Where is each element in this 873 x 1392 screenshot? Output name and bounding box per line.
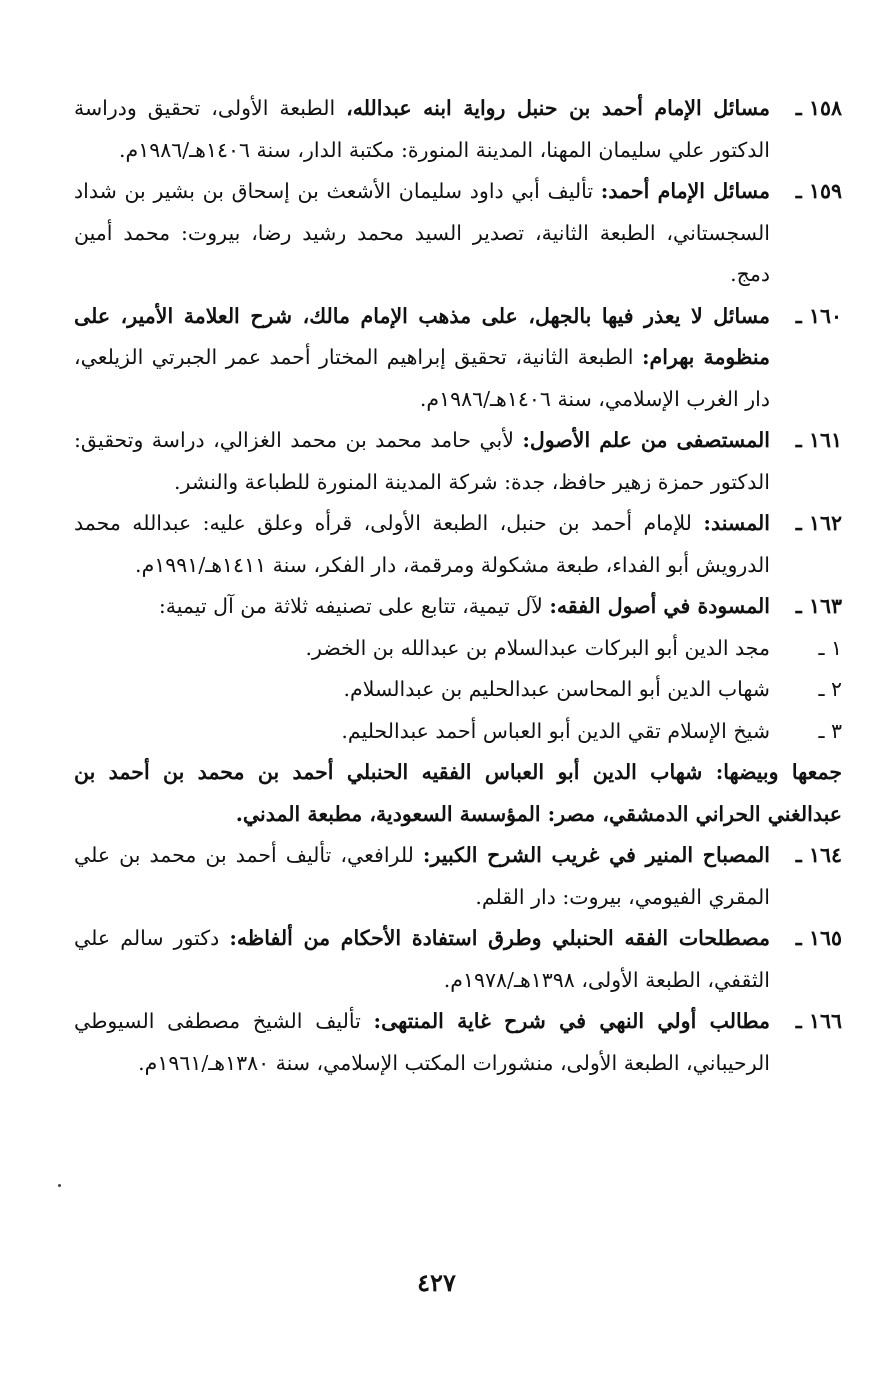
subitem-3 xyxy=(74,711,842,753)
bibliography-entry-161 xyxy=(74,420,842,503)
entry-number: ١٦٣ ـ xyxy=(795,594,842,618)
entry-number: ١٦٦ ـ xyxy=(795,1009,842,1033)
entry-number: ١٥٨ ـ xyxy=(795,96,842,120)
subitem-1 xyxy=(74,628,842,670)
entry-number: ١٦٢ ـ xyxy=(795,511,842,535)
bibliography-entry-158 xyxy=(74,88,842,171)
entry-details: الطبعة الأولى، تحقيق ودراسة الدكتور علي سليمان المهنا، المدينة المنورة: مكتبة الدار، سنة ١٤٠٦هـ/١٩٨٦م. xyxy=(74,96,770,162)
entry-title: المسودة في أصول الفقه: xyxy=(549,594,770,618)
entry-details: للإمام أحمد بن حنبل، الطبعة الأولى، قرأه وعلق عليه: عبدالله محمد الدرويش أبو الفداء، طبعة مشكولة ومرقمة، دار الفكر، سنة ١٤١١هـ/١٩٩١م. xyxy=(74,511,770,577)
subitem-text: شيخ الإسلام تقي الدين أبو العباس أحمد عبدالحليم. xyxy=(341,718,770,743)
entry-number: ١٦٥ ـ xyxy=(795,926,842,950)
bibliography-entry-160 xyxy=(74,296,842,421)
entry-title: المصباح المنير في غريب الشرح الكبير: xyxy=(422,843,770,867)
entry-details: للرافعي، تأليف أحمد بن محمد بن علي المقري الفيومي، بيروت: دار القلم. xyxy=(74,843,770,909)
entry-title: مسائل لا يعذر فيها بالجهل، على مذهب الإمام مالك، شرح العلامة الأمير، على منظومة بهرام: xyxy=(74,303,770,369)
subitem-text: شهاب الدين أبو المحاسن عبدالحليم بن عبدالسلام. xyxy=(343,677,770,701)
bibliography-entry-164 xyxy=(74,835,842,918)
subitem-number: ١ ـ xyxy=(818,635,842,660)
entry-title: المستصفى من علم الأصول: xyxy=(522,428,770,452)
bibliography-entry-166 xyxy=(74,1001,842,1084)
entry-number: ١٦٠ ـ xyxy=(795,303,842,328)
print-speck-mark xyxy=(58,1184,61,1187)
entry-details: الطبعة الثانية، تحقيق إبراهيم المختار أحمد عمر الجبرتي الزيلعي، دار الغرب الإسلامي، سنة ١٤٠٦هـ/١٩٨٦م. xyxy=(74,345,770,411)
entry-details: دكتور سالم علي الثقفي، الطبعة الأولى، ١٣٩٨هـ/١٩٧٨م. xyxy=(74,926,770,992)
bibliography-entry-163 xyxy=(74,586,842,628)
entry-number: ١٦١ ـ xyxy=(795,428,842,452)
entry-details: تأليف أبي داود سليمان الأشعث بن إسحاق بن بشير بن شداد السجستاني، الطبعة الثانية، تصدير السيد محمد رشيد رضا، بيروت: محمد أمين دمج. xyxy=(74,179,770,286)
subitem-number: ٢ ـ xyxy=(818,677,842,701)
entry-title: مصطلحات الفقه الحنبلي وطرق استفادة الأحكام من ألفاظه: xyxy=(229,926,770,950)
bibliography-entry-162 xyxy=(74,503,842,586)
entry-number: ١٥٩ ـ xyxy=(795,179,842,203)
entry-details: لأبي حامد محمد بن محمد الغزالي، دراسة وتحقيق: الدكتور حمزة زهير حافظ، جدة: شركة المدينة المنورة للطباعة والنشر. xyxy=(74,428,770,494)
subitem-number: ٣ ـ xyxy=(818,718,842,743)
compiled-note: جمعها وبيضها: شهاب الدين أبو العباس الفقيه الحنبلي أحمد بن محمد بن أحمد بن عبدالغني الحراني الدمشقي، مصر: المؤسسة السعودية، مطبعة المدني. xyxy=(74,760,842,826)
entry-details: لآل تيمية، تتابع على تصنيفه ثلاثة من آل تيمية: xyxy=(158,594,550,618)
bibliography-entry-159 xyxy=(74,171,842,296)
bibliography-page xyxy=(74,88,842,1084)
page-number: ٤٢٧ xyxy=(417,1268,456,1297)
entry-title: المسند: xyxy=(703,511,770,535)
entry-title: مسائل الإمام أحمد بن حنبل رواية ابنه عبدالله، xyxy=(346,96,771,120)
entry-details: تأليف الشيخ مصطفى السيوطي الرحيباني، الطبعة الأولى، منشورات المكتب الإسلامي، سنة ١٣٨٠هـ/١٩٦١م. xyxy=(74,1009,770,1075)
entry-number: ١٦٤ ـ xyxy=(795,843,842,867)
bibliography-entry-165 xyxy=(74,918,842,1001)
entry-title: مطالب أولي النهي في شرح غاية المنتهى: xyxy=(373,1009,771,1033)
subitem-text: مجد الدين أبو البركات عبدالسلام بن عبدالله بن الخضر. xyxy=(305,635,770,660)
entry-title: مسائل الإمام أحمد: xyxy=(600,179,771,203)
subitem-2 xyxy=(74,669,842,711)
